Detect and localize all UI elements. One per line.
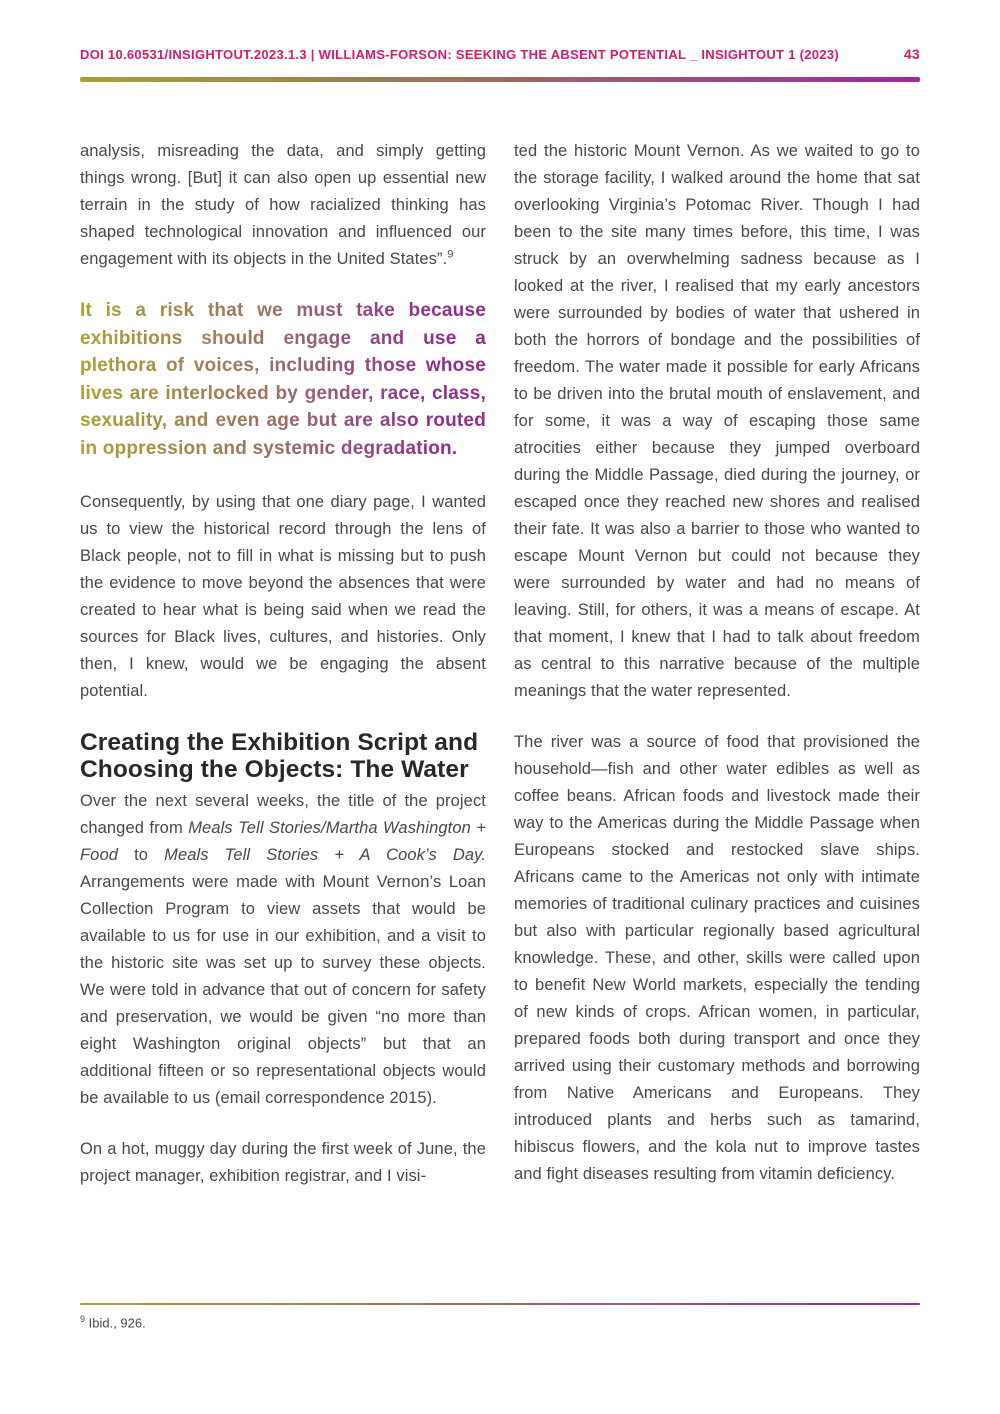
paragraph-mount-vernon: ted the historic Mount Vernon. As we waited to go to the storage facility, I walked around the home that sat overlooking Virginia’s Potomac River. Though I had been to the site many times before, this time, I was struck by an overwhelming sadness because as I looked at the river, I realised that my early ancestors were surrounded by bodies of water that ushered in both the horrors of bondage and the possibilities of freedom. The water made it possible for early Africans to be driven into the brutal mouth of enslavement, and for some, it was a way of escaping those same atrocities either because they jumped overboard during the Middle Passage, died during the journey, or escaped once they reached new shores and realised their fate. It was also a barrier to those who wanted to escape Mount Vernon but could not because they were surrounded by water and had no means of leaving. Still, for others, it was a means of escape. At that moment, I knew that I had to talk about freedom as central to this narrative because of the multiple meanings that the water represented.	[514, 142, 920, 700]
running-header-text: DOI 10.60531/INSIGHTOUT.2023.1.3 | WILLIAMS-FORSON: SEEKING THE ABSENT POTENTIAL _ INSIGHTOUT 1 (2023)	[80, 47, 840, 62]
paragraph-analysis: analysis, misreading the data, and simply getting things wrong. [But] it can also open up essential new terrain in the study of how racialized thinking has shaped technological innovation and influenced our engagement with its objects in the United States”.$^9$	[80, 142, 486, 268]
footnote-area	[80, 1303, 920, 1330]
footnote	[80, 1314, 920, 1330]
paragraph-over-the-next-weeks: Over the next several weeks, the title of the project changed from Meals Tell Stories/Martha Washington + Food to Meals Tell Stories + A Cook’s Day. Arrangements were made with Mount Vernon’s Loan Collection Program to view assets that would be available to us for use in our exhibition, and a visit to the historic site was set up to survey these objects. We were told in advance that out of concern for safety and preservation, we would be given “no more than eight Washington original objects” but that an additional fifteen or so representational objects would be available to us (email correspondence 2015).	[80, 792, 487, 1107]
page-header	[80, 46, 920, 82]
right-column	[514, 138, 920, 1188]
page-number: 43	[903, 46, 920, 62]
footnote-gradient-rule	[80, 1303, 920, 1305]
paragraph-the-river: The river was a source of food that provisioned the household—fish and other water edibles as well as coffee beans. African foods and livestock made their way to the Americas during the Middle Passage when Europeans stocked and restocked slave ships. Africans came to the Americas not only with intimate memories of traditional culinary practices and cuisines but also with particular regionally based agricultural knowledge. These, and other, skills were called upon to benefit New World markets, especially the tending of new kinds of crops. African women, in particular, prepared foods both during transport and once they arrived using their customary methods and borrowing from Native Americans and Europeans. They introduced plants and herbs such as tamarind, hibiscus flowers, and the kola nut to improve tastes and fight diseases resulting from vitamin deficiency.	[514, 733, 920, 1183]
pull-quote: It is a risk that we must take because exhibitions should engage and use a plethora of voices, including those whose lives are interlocked by gender, race, class, sexuality, and even age but are also routed in oppression and systemic degradation.	[80, 297, 486, 462]
article-body	[80, 138, 920, 1303]
paragraph-on-a-hot-day: On a hot, muggy day during the first week of June, the project manager, exhibition registrar, and I visi-	[80, 1140, 486, 1185]
footnote-text: Ibid., 926.	[85, 1315, 146, 1330]
paragraph-consequently: Consequently, by using that one diary page, I wanted us to view the historical record through the lens of Black people, not to fill in what is missing but to push the evidence to move beyond the absences that were created to hear what is being said when we read the sources for Black lives, cultures, and histories. Only then, I knew, would we be engaging the absent potential.	[80, 493, 486, 700]
section-heading: Creating the Exhibition Script and Choosing the Objects: The Water	[80, 729, 479, 783]
footnote-ref: 9	[80, 1313, 86, 1324]
running-header-row	[80, 46, 920, 62]
left-column	[80, 138, 486, 1190]
header-gradient-rule	[80, 77, 920, 82]
